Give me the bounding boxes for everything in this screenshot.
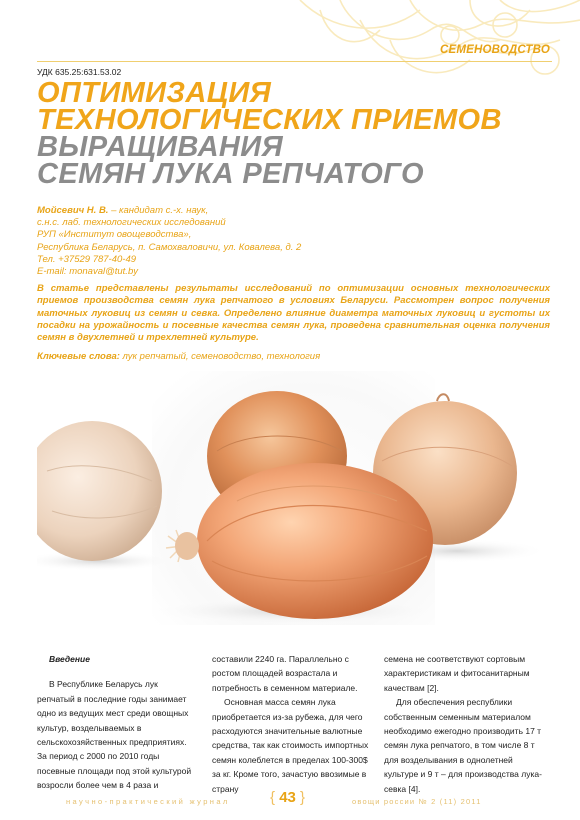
author-name-line [37, 205, 301, 217]
body-paragraph: составили 2240 га. Параллельно с ростом площадей возрастала и потребность в семенном материале. [212, 654, 358, 693]
author-address: Республика Беларусь, п. Самохваловичи, ул. Ковалева, д. 2 [37, 241, 302, 253]
body-paragraph: семена не соответствуют сортовым характеристикам и фитосанитарным качествам [2]. [384, 654, 530, 693]
body-paragraph: Основная масса семян лука приобретается из-за рубежа, для чего расходуются значительные валютные средства, так как стоимость импортных семян колеблется в пределах 100-300$ за кг. Кроме того, зачастую ввозимые в страну [212, 697, 369, 794]
abstract: В статье представлены результаты исследований по оптимизации основных технологических приемов производства семян лука репчатого в условиях Беларуси. Рассмотрен вопрос получения маточных луковиц из семян и севка. Определено влияние диаметра маточных луковиц и густоты их посадки на урожайность и посевные качества семян лука, проведена сравнительная оценка получения семян в двухлетней и трехлетней культуре. [37, 283, 550, 344]
title-line-2: ТЕХНОЛОГИЧЕСКИХ ПРИЕМОВ [37, 104, 502, 136]
page-footer [0, 789, 580, 812]
author-phone: Тел. +37529 787-40-49 [37, 253, 137, 265]
body-column-1 [37, 652, 197, 793]
page-number-value: 43 [279, 789, 296, 806]
author-degree: – кандидат с.-х. наук, [108, 205, 209, 216]
title-line-4: СЕМЯН ЛУКА РЕПЧАТОГО [37, 158, 424, 190]
body-paragraph: Для обеспечения республики собственным семенным материалом необходимо ежегодно производить 17 т семян лука репчатого, в том числе 8 т для возделывания в однолетней культуре и 9 т – для производства лука-севка [4]. [384, 697, 542, 794]
author-name: Мойсевич Н. В. [37, 205, 109, 216]
footer-journal: научно-практический журнал [66, 797, 230, 806]
page-brace-open: { [270, 789, 276, 806]
page-brace-close: } [300, 789, 306, 806]
footer-issue: овощи россии № 2 (11) 2011 [352, 797, 482, 806]
author-position: с.н.с. лаб. технологических исследований [37, 217, 226, 229]
body-column-3 [384, 652, 544, 796]
keywords-label: Ключевые слова: [37, 351, 120, 362]
onion-photo [37, 371, 550, 625]
body-column-2 [212, 652, 372, 796]
section-label: СЕМЕНОВОДСТВО [439, 44, 550, 56]
author-email: E-mail: monaval@tut.by [37, 266, 138, 278]
header-rule [37, 61, 552, 62]
udc-code: УДК 635.25:631.53.02 [37, 67, 122, 77]
author-block [37, 205, 301, 278]
article-title [37, 77, 557, 190]
intro-heading: Введение [49, 654, 90, 664]
title-line-3: ВЫРАЩИВАНИЯ [37, 131, 284, 163]
title-line-1: ОПТИМИЗАЦИЯ [37, 77, 272, 109]
keywords [37, 351, 320, 362]
keywords-text: лук репчатый, семеноводство, технология [119, 351, 321, 362]
body-paragraph: В Республике Беларусь лук репчатый в последние годы занимает одно из ведущих мест среди овощных культур, возделываемых в сельскохозяйственных предприятиях. За период с 2000 по 2010 годы посевные площади под этой культурой возросли более чем в 4 раза и [37, 679, 192, 791]
author-org: РУП «Институт овощеводства», [37, 229, 192, 241]
page-number [270, 789, 305, 806]
